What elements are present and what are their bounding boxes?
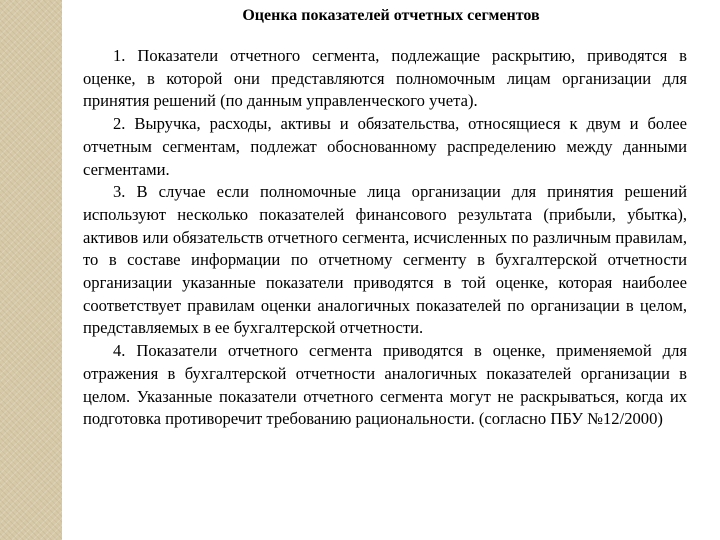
decorative-side-band bbox=[0, 0, 62, 540]
slide-body bbox=[83, 45, 687, 431]
paragraph-2: 2. Выручка, расходы, активы и обязательства, относящиеся к двум и более отчетным сегментам, подлежат обоснованному распределению между данными сегментами. bbox=[83, 114, 687, 179]
paragraph-4: 4. Показатели отчетного сегмента приводятся в оценке, применяемой для отражения в бухгалтерской отчетности аналогичных показателей организации в целом. Указанные показатели отчетного сегмента могут не раскрываться, когда их подготовка противоречит требованию рациональности. (согласно ПБУ №12/2000) bbox=[83, 341, 687, 429]
slide-title: Оценка показателей отчетных сегментов bbox=[242, 7, 540, 24]
paragraph-1: 1. Показатели отчетного сегмента, подлежащие раскрытию, приводятся в оценке, в которой они представляются полномочным лицам организации для принятия решений (по данным управленческого учета). bbox=[83, 46, 687, 111]
paragraph-3: 3. В случае если полномочные лица организации для принятия решений используют несколько показателей финансового результата (прибыли, убытка), активов или обязательств отчетного сегмента, исчисленных по различным правилам, то в составе информации по отчетному сегменту в бухгалтерской отчетности организации указанные показатели приводятся в той оценке, которая наиболее соответствует правилам оценки аналогичных показателей по организации в целом, представляемых в ее бухгалтерской отчетности. bbox=[83, 182, 687, 338]
